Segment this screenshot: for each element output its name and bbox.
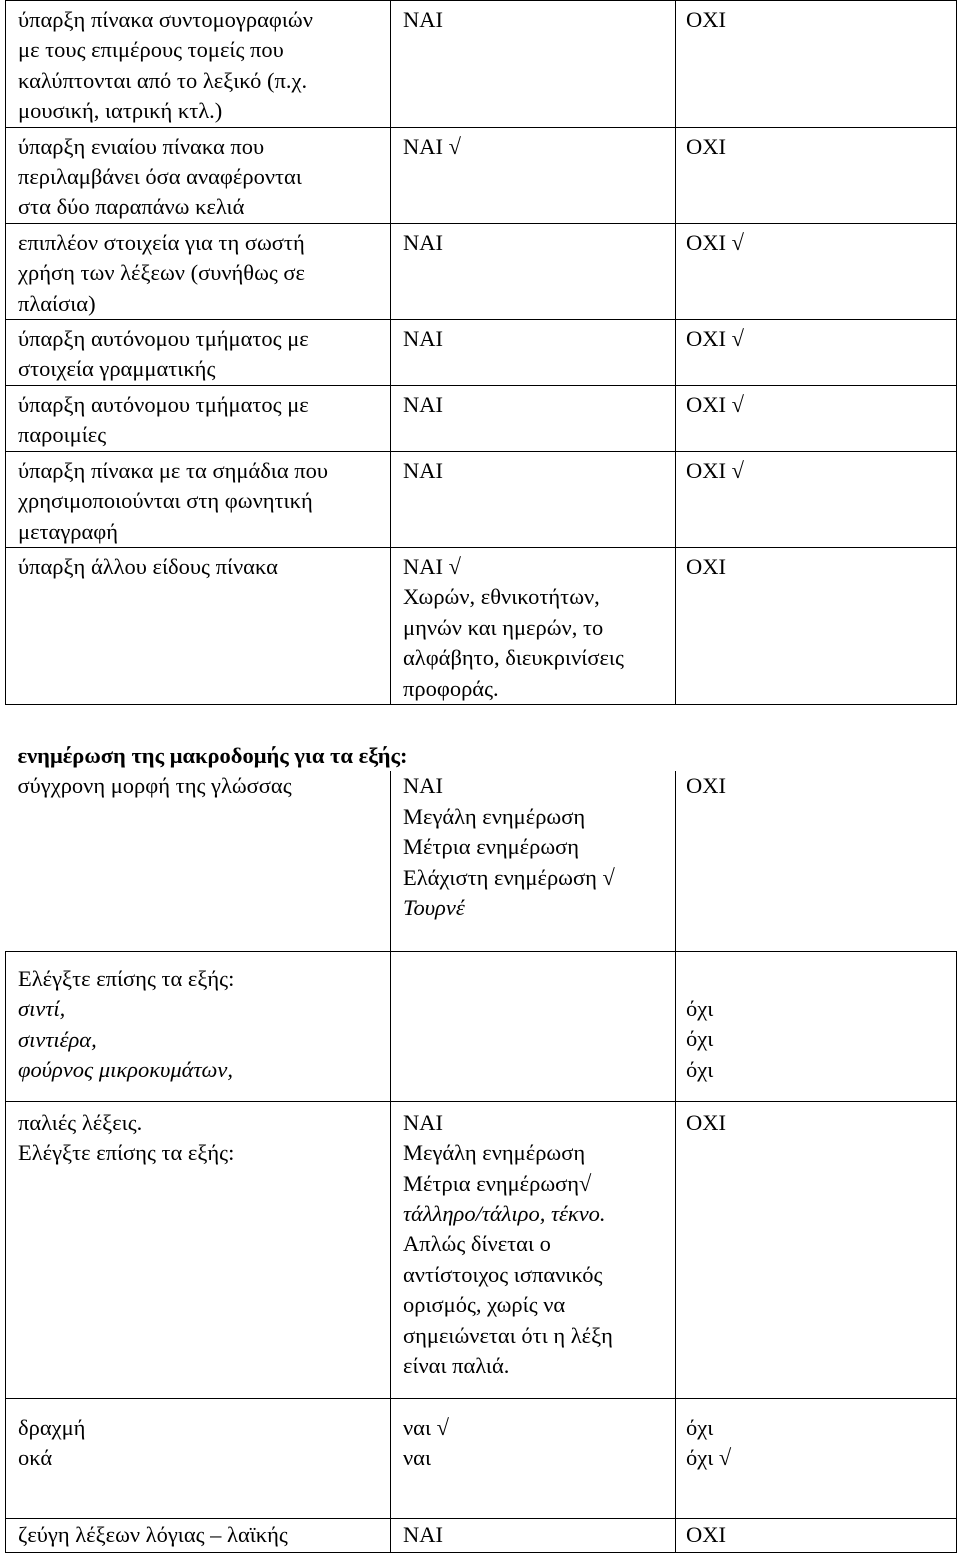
table-row: [6, 771, 957, 951]
section-heading-row: [6, 704, 957, 771]
table-row: [6, 127, 957, 223]
criterion-cell: ύπαρξη αυτόνομου τμήματος με παροιμίες: [6, 385, 391, 451]
criterion-cell: ύπαρξη άλλου είδους πίνακα: [6, 547, 391, 704]
no-cell: όχι όχι √: [676, 1398, 957, 1518]
yes-cell: ΝΑΙ: [391, 1, 676, 128]
no-cell: ΟΧΙ √: [676, 385, 957, 451]
criterion-cell: ύπαρξη αυτόνομου τμήματος με στοιχεία γραμματικής: [6, 320, 391, 386]
yes-cell: ΝΑΙ: [391, 223, 676, 319]
yes-cell: ΝΑΙ: [391, 320, 676, 386]
criterion-cell: ύπαρξη ενιαίου πίνακα που περιλαμβάνει όσα αναφέρονται στα δύο παραπάνω κελιά: [6, 127, 391, 223]
table-row: [6, 951, 957, 1101]
no-cell: όχι όχι όχι: [676, 951, 957, 1101]
criterion-cell: Ελέγξτε επίσης τα εξής: σιντί, σιντιέρα, φούρνος μικροκυμάτων,: [6, 951, 391, 1101]
no-cell: ΟΧΙ: [676, 1101, 957, 1398]
yes-cell: ΝΑΙ √: [391, 127, 676, 223]
table-row: [6, 451, 957, 547]
section-heading: ενημέρωση της μακροδομής για τα εξής:: [6, 704, 957, 771]
yes-cell: ναι √ ναι: [391, 1398, 676, 1518]
no-cell: ΟΧΙ: [676, 1518, 957, 1552]
criterion-cell: δραχμή οκά: [6, 1398, 391, 1518]
table-row: [6, 385, 957, 451]
criterion-cell: ύπαρξη πίνακα συντομογραφιών με τους επιμέρους τομείς που καλύπτονται από το λεξικό (π.χ. μουσική, ιατρική κτλ.): [6, 1, 391, 128]
table-row: [6, 1398, 957, 1518]
table-row: [6, 547, 957, 704]
yes-cell: ΝΑΙ: [391, 1518, 676, 1552]
no-cell: ΟΧΙ: [676, 771, 957, 951]
criterion-cell: ύπαρξη πίνακα με τα σημάδια που χρησιμοποιούνται στη φωνητική μεταγραφή: [6, 451, 391, 547]
no-cell: ΟΧΙ √: [676, 320, 957, 386]
table-row: [6, 1101, 957, 1398]
yes-cell: ΝΑΙ: [391, 451, 676, 547]
table-row: [6, 320, 957, 386]
no-cell: ΟΧΙ: [676, 547, 957, 704]
no-cell: ΟΧΙ √: [676, 451, 957, 547]
criterion-cell: παλιές λέξεις. Ελέγξτε επίσης τα εξής:: [6, 1101, 391, 1398]
yes-cell: ΝΑΙ: [391, 385, 676, 451]
criterion-cell: επιπλέον στοιχεία για τη σωστή χρήση των λέξεων (συνήθως σε πλαίσια): [6, 223, 391, 319]
criterion-cell: ζεύγη λέξεων λόγιας – λαϊκής: [6, 1518, 391, 1552]
no-cell: ΟΧΙ √: [676, 223, 957, 319]
yes-cell: [391, 951, 676, 1101]
no-cell: ΟΧΙ: [676, 1, 957, 128]
yes-cell: ΝΑΙ Μεγάλη ενημέρωση Μέτρια ενημέρωση√ τάλληρο/τάλιρο, τέκνο. Απλώς δίνεται ο αντίστοιχος ισπανικός ορισμός, χωρίς να σημειώνεται ότι η λέξη είναι παλιά.: [391, 1101, 676, 1398]
document-table: [5, 0, 956, 1547]
table-row: [6, 223, 957, 319]
table-row: [6, 1518, 957, 1552]
table-row: [6, 1, 957, 128]
yes-cell: ΝΑΙ Μεγάλη ενημέρωση Μέτρια ενημέρωση Ελάχιστη ενημέρωση √ Τουρνέ: [391, 771, 676, 951]
criterion-cell: σύγχρονη μορφή της γλώσσας: [6, 771, 391, 951]
no-cell: ΟΧΙ: [676, 127, 957, 223]
yes-cell: ΝΑΙ √ Χωρών, εθνικοτήτων, μηνών και ημερών, το αλφάβητο, διευκρινίσεις προφοράς.: [391, 547, 676, 704]
